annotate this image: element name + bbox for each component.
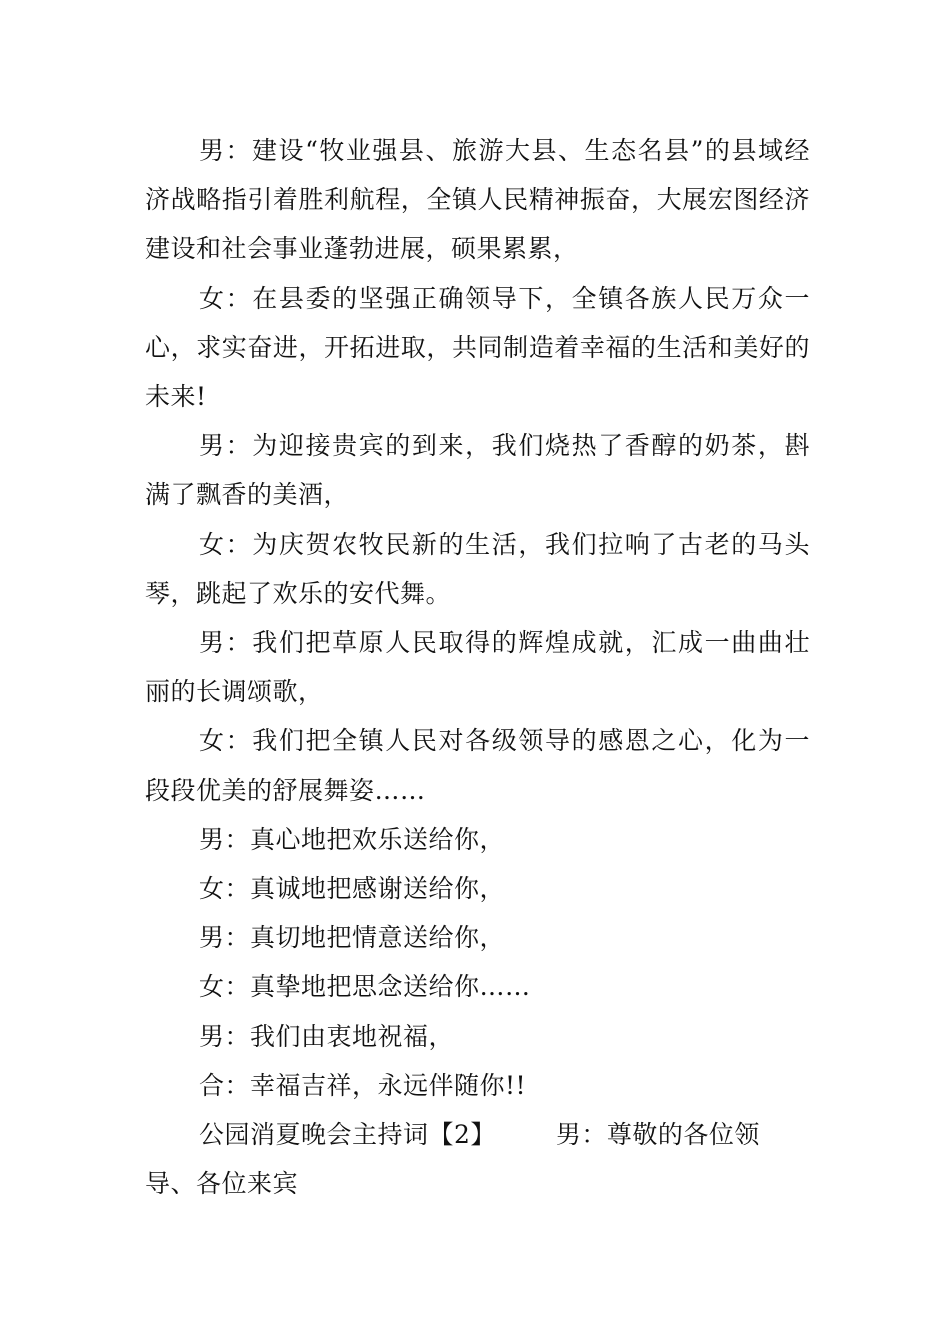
section-heading-paragraph: [145, 1110, 810, 1208]
dialogue-line-4: 女：真挚地把思念送给你……: [199, 972, 531, 1002]
paragraph-4: 女：为庆贺农牧民新的生活，我们拉响了古老的马头琴，跳起了欢乐的安代舞。: [145, 529, 810, 608]
paragraph-6: 女：我们把全镇人民对各级领导的感恩之心，化为一段段优美的舒展舞姿……: [145, 726, 810, 805]
section-title: 公园消夏晚会主持词【2】: [199, 1120, 496, 1150]
dialogue-line-3: 男：真切地把情意送给你，: [199, 923, 506, 953]
paragraph-1: 男：建设“牧业强县、旅游大县、生态名县”的县域经济战略指引着胜利航程，全镇人民精神振奋，大展宏图经济建设和社会事业蓬勃进展，硕果累累，: [145, 136, 810, 264]
dialogue-line-1: 男：真心地把欢乐送给你，: [199, 824, 506, 854]
paragraph-5: 男：我们把草原人民取得的辉煌成就，汇成一曲曲壮丽的长调颂歌，: [145, 628, 810, 707]
dialogue-line-5: 男：我们由衷地祝福，: [199, 1021, 455, 1051]
dialogue-line-2: 女：真诚地把感谢送给你，: [199, 874, 506, 904]
document-body: [145, 126, 810, 1208]
paragraph-3: 男：为迎接贵宾的到来，我们烧热了香醇的奶茶，斟满了飘香的美酒，: [145, 431, 810, 510]
section-first-line: 男：尊敬的各位领导、各位来宾: [145, 1120, 760, 1199]
paragraph-2: 女：在县委的坚强正确领导下，全镇各族人民万众一心，求实奋进，开拓进取，共同制造着幸福的生活和美好的未来!: [145, 283, 810, 412]
dialogue-line-6: 合：幸福吉祥，永远伴随你!!: [199, 1070, 527, 1100]
